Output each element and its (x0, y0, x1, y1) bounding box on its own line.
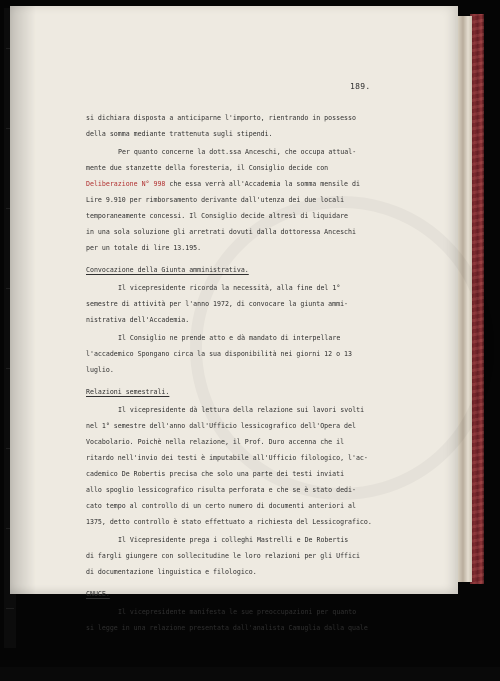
text-line: luglio. (86, 366, 114, 374)
deliberation-reference: Deliberazione N° 998 (86, 180, 166, 188)
book-cover-edge (470, 14, 484, 584)
text-line: di documentazione linguistica e filologico. (86, 568, 257, 576)
page-number: 189. (350, 82, 371, 91)
text-line: Per quanto concerne la dott.ssa Anceschi, che occupa attual- (118, 148, 357, 156)
text-line: ritardo nell'invio dei testi è imputabile all'Ufficio filologico, l'ac- (86, 454, 368, 462)
text-line: mente due stanzette della foresteria, il Consiglio decide con (86, 164, 329, 172)
text-line: Il vicepresidente ricorda la necessità, alla fine del 1° (118, 284, 341, 292)
text-line: Il vicepresidente manifesta le sue preoccupazioni per quanto (118, 608, 357, 616)
text-line: per un totale di lire 13.195. (86, 244, 202, 252)
text-line: temporaneamente concessi. Il Consiglio decide altresì di liquidare (86, 212, 349, 220)
text-line: di fargli giungere con sollecitudine le loro relazioni per gli Uffici (86, 552, 360, 560)
text-line: Il vicepresidente dà lettura della relazione sui lavori svolti (118, 406, 365, 414)
section-heading-cnuce: CNUCE. (86, 590, 110, 598)
text-line: della somma mediante trattenuta sugli stipendi. (86, 130, 273, 138)
text-line: Lire 9.910 per rimborsamento derivante dall'utenza dei due locali (86, 196, 345, 204)
text-line: Il Vicepresidente prega i colleghi Mastrelli e De Robertis (118, 536, 349, 544)
text-line: cademico De Robertis precisa che solo una parte dei testi inviati (86, 470, 345, 478)
text-line: l'accademico Spongano circa la sua disponibilità nei giorni 12 o 13 (86, 350, 352, 358)
text-line: nel 1° semestre dell'anno dall'Ufficio lessicografico dell'Opera del (86, 422, 356, 430)
text-line: Il Consiglio ne prende atto e dà mandato di interpellare (118, 334, 341, 342)
text-line: 1375, detto controllo è stato effettuato a richiesta del Lessicografico. (86, 518, 372, 526)
section-heading-relazioni: Relazioni semestrali. (86, 388, 170, 396)
text-line: semestre di attività per l'anno 1972, di convocare la giunta ammi- (86, 300, 349, 308)
text-line (86, 180, 360, 188)
text-line: cato tempo al controllo di un certo numero di documenti anteriori al (86, 502, 356, 510)
scan-bottom-border (0, 667, 500, 681)
page-gutter-shadow (10, 6, 36, 594)
text-line: si dichiara disposta a anticiparne l'importo, rientrando in possesso (86, 114, 356, 122)
text-line: allo spoglio lessicografico risulta perforata e che se è stato dedi- (86, 486, 356, 494)
text-line-rest: che essa verrà all'Accademia la somma mensile di (165, 180, 360, 188)
book-page (10, 6, 458, 632)
text-line: si legge in una relazione presentata dall'analista Camuglia dalla quale (86, 624, 368, 632)
ruler-tick (6, 608, 14, 609)
text-line: in una sola soluzione gli arretrati dovuti dalla dottoressa Anceschi (86, 228, 356, 236)
text-line: Vocabolario. Poichè nella relazione, il Prof. Duro accenna che il (86, 438, 345, 446)
text-line: nistrativa dell'Accademia. (86, 316, 190, 324)
section-heading-giunta: Convocazione della Giunta amministrativa. (86, 266, 249, 274)
